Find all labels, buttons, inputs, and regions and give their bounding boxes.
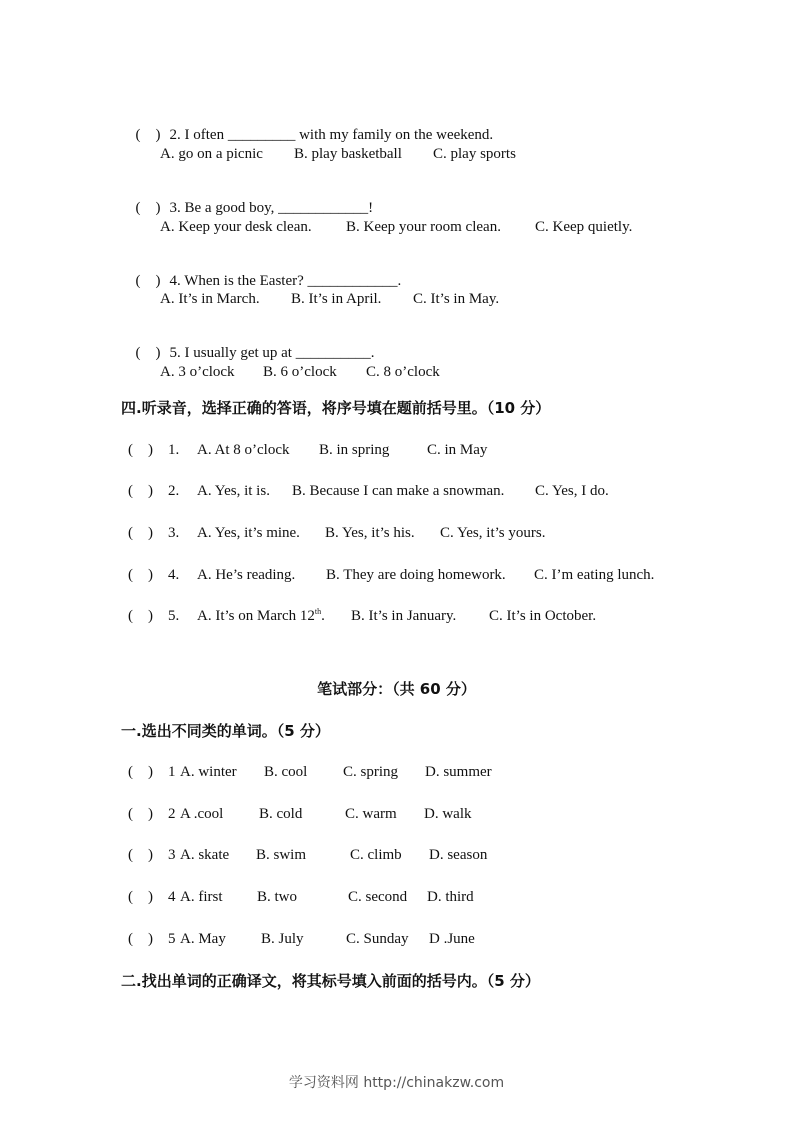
option-a: A. skate [180,847,230,863]
option-a: A. Yes, it is. [197,483,270,499]
answer-paren: ( ) [128,847,153,863]
option-b: B. It’s in January. [351,608,457,624]
item-number: 1. [168,442,180,458]
option-b: B. Yes, it’s his. [325,525,415,541]
option-c: C. Sunday [346,931,409,947]
option-d: D. third [427,889,474,905]
question-stem: 5. I usually get up at __________. [169,345,375,361]
item-number: 5. [168,608,180,624]
option-a: A .cool [180,806,224,822]
option-c: C. Keep quietly. [535,219,633,235]
option-c: C. I’m eating lunch. [534,567,655,583]
option-c: C. Yes, I do. [535,483,609,499]
option-a: A. go on a picnic [160,146,263,162]
option-d: D .June [429,931,475,947]
option-b: B. July [261,931,304,947]
option-c: C. play sports [433,146,516,162]
answer-paren: ( ) [128,525,153,541]
answer-paren: ( ) [128,567,153,583]
option-a: A. 3 o’clock [160,364,235,380]
option-d: D. season [429,847,488,863]
item-number: 4 [168,889,176,905]
option-c: C. in May [427,442,488,458]
option-b: B. Because I can make a snowman. [292,483,505,499]
section-heading-listening: 四.听录音，选择正确的答语，将序号填在题前括号里。（10 分） [121,399,551,417]
question-stem: 3. Be a good boy, ____________! [169,200,374,216]
answer-paren: ( ) [135,200,161,216]
ordinal-suffix: th [314,607,322,616]
answer-paren: ( ) [128,806,153,822]
option-d: D. walk [424,806,472,822]
question-4 [128,254,401,290]
item-number: 3 [168,847,176,863]
option-c: C. climb [350,847,402,863]
option-a: A. At 8 o’clock [197,442,290,458]
option-c: C. It’s in October. [489,608,597,624]
answer-paren: ( ) [135,273,161,289]
option-b: B. cold [259,806,303,822]
answer-paren: ( ) [135,345,161,361]
item-number: 2 [168,806,176,822]
footer-watermark: 学习资料网 http://chinakzw.com [288,1075,505,1091]
option-c: C. warm [345,806,397,822]
option-a-text: A. It’s on March 12 [197,608,315,624]
option-b: B. It’s in April. [291,291,382,307]
option-a: A. winter [180,764,237,780]
written-section-title: 笔试部分：（共 60 分） [317,680,476,698]
option-a: A. It’s in March. [160,291,260,307]
option-b: B. two [257,889,298,905]
listening-item-5 [128,607,748,715]
option-a: A. Keep your desk clean. [160,219,312,235]
item-number: 2. [168,483,180,499]
option-a-period: . [321,608,325,624]
section-heading-translation: 二.找出单词的正确译文，将其标号填入前面的括号内。（5 分） [121,972,540,990]
question-5 [128,326,374,362]
option-a [197,607,325,625]
option-b: B. Keep your room clean. [346,219,501,235]
odd-one-out-item-5 [128,930,548,1056]
option-c: C. spring [343,764,399,780]
item-number: 3. [168,525,180,541]
answer-paren: ( ) [128,931,153,947]
option-b: B. in spring [319,442,390,458]
question-stem: 2. I often _________ with my family on the weekend. [169,127,494,143]
option-c: C. 8 o’clock [366,364,440,380]
question-2 [128,108,493,144]
answer-paren: ( ) [128,608,153,624]
option-b: B. play basketball [294,146,402,162]
item-number: 4. [168,567,180,583]
answer-paren: ( ) [128,442,153,458]
answer-paren: ( ) [128,764,153,780]
option-a: A. He’s reading. [197,567,296,583]
option-c: C. Yes, it’s yours. [440,525,546,541]
option-c: C. second [348,889,408,905]
question-stem: 4. When is the Easter? ____________. [169,273,402,289]
option-c: C. It’s in May. [413,291,500,307]
option-a: A. Yes, it’s mine. [197,525,300,541]
item-number: 1 [168,764,176,780]
option-b: B. cool [264,764,308,780]
option-a: A. May [180,931,226,947]
option-b: B. 6 o’clock [263,364,337,380]
answer-paren: ( ) [128,889,153,905]
option-a: A. first [180,889,223,905]
option-b: B. They are doing homework. [326,567,506,583]
section-heading-odd-one-out: 一.选出不同类的单词。（5 分） [121,722,330,740]
answer-paren: ( ) [128,483,153,499]
answer-paren: ( ) [135,127,161,143]
item-number: 5 [168,931,176,947]
option-b: B. swim [256,847,307,863]
question-3 [128,181,373,217]
option-d: D. summer [425,764,492,780]
